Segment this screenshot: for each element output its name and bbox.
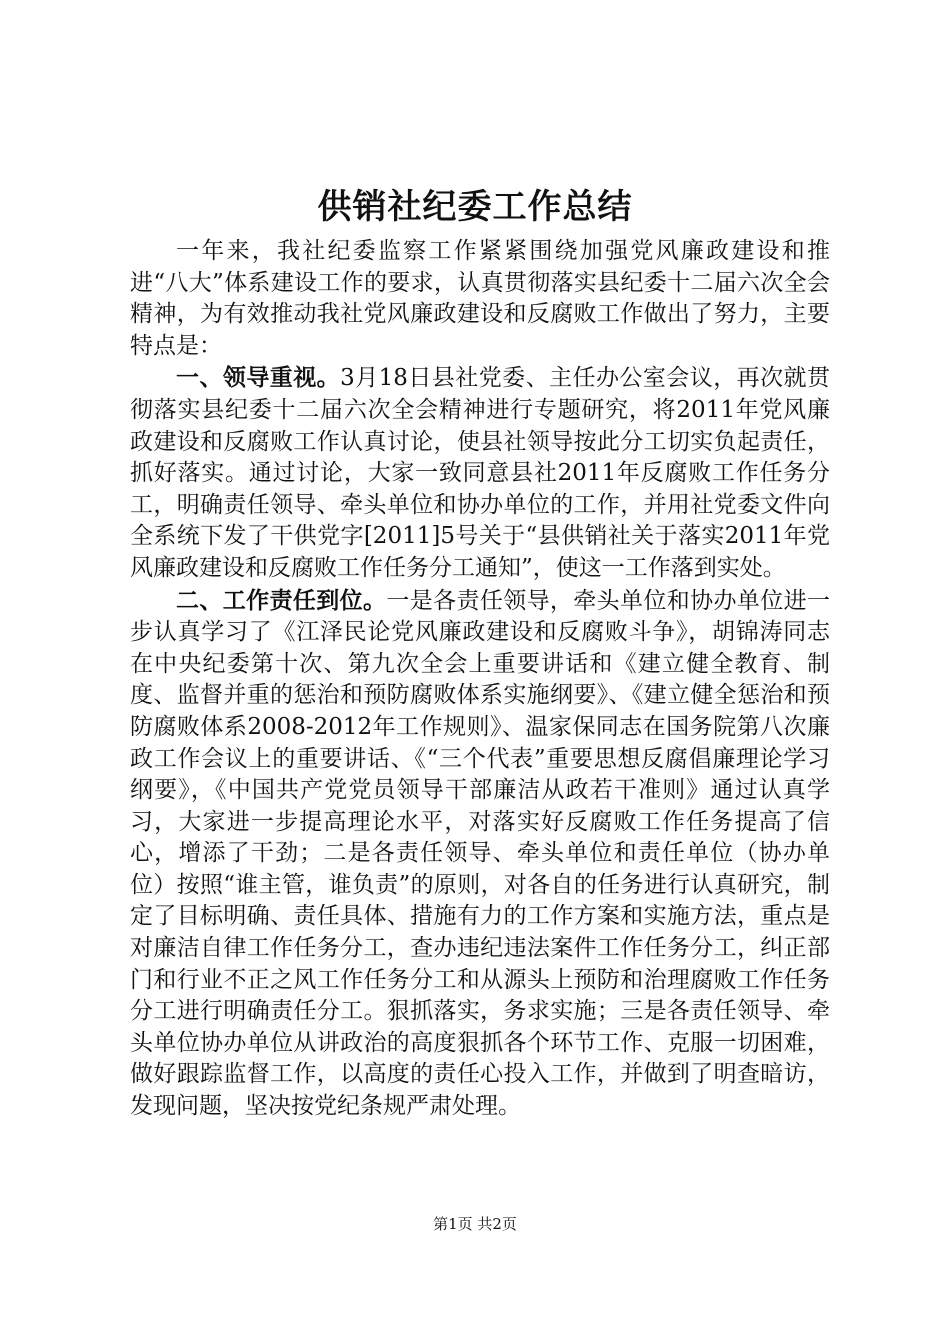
page-number-footer: 第1页 共2页	[433, 1215, 517, 1233]
section-1-text: 3月18日县社党委、主任办公室会议，再次就贯彻落实县纪委十二届六次全会精神进行专题研究，将2011年党风廉政建设和反腐败工作认真讨论，使县社领导按此分工切实负起责任，抓好落实。通过讨论，大家一致同意县社2011年反腐败工作任务分工，明确责任领导、牵头单位和协办单位的工作，并用社党委文件向全系统下发了干供党字[2011]5号关于“县供销社关于落实2011年党风廉政建设和反腐败工作任务分工通知”，使这一工作落到实处。	[130, 365, 830, 581]
section-2-paragraph	[130, 585, 830, 1123]
section-2-heading: 二、工作责任到位。	[176, 586, 387, 614]
section-1-heading: 一、领导重视。	[176, 364, 341, 392]
document-title: 供销社纪委工作总结	[317, 187, 633, 227]
section-1-paragraph	[130, 362, 830, 584]
intro-paragraph: 一年来，我社纪委监察工作紧紧围绕加强党风廉政建设和推进“八大”体系建设工作的要求，认真贯彻落实县纪委十二届六次全会精神，为有效推动我社党风廉政建设和反腐败工作做出了努力，主要特点是：	[130, 238, 830, 359]
section-2-text: 一是各责任领导，牵头单位和协办单位进一步认真学习了《江泽民论党风廉政建设和反腐败斗争》，胡锦涛同志在中央纪委第十次、第九次全会上重要讲话和《建立健全教育、制度、监督并重的惩治和预防腐败体系实施纲要》、《建立健全惩治和预防腐败体系2008-2012年工作规则》、温家保同志在国务院第八次廉政工作会议上的重要讲话、《“三个代表”重要思想反腐倡廉理论学习纲要》，《中国共产党党员领导干部廉洁从政若干准则》通过认真学习，大家进一步提高理论水平，对落实好反腐败工作任务提高了信心，增添了干劲；二是各责任领导、牵头单位和责任单位（协办单位）按照“谁主管，谁负责”的原则，对各自的任务进行认真研究，制定了目标明确、责任具体、措施有力的工作方案和实施方法，重点是对廉洁自律工作任务分工，查办违纪违法案件工作任务分工，纠正部门和行业不正之风工作任务分工和从源头上预防和治理腐败工作任务分工进行明确责任分工。狠抓落实，务求实施；三是各责任领导、牵头单位协办单位从讲政治的高度狠抓各个环节工作、克服一切困难，做好跟踪监督工作，以高度的责任心投入工作，并做到了明查暗访，发现问题，坚决按党纪条规严肃处理。	[130, 587, 831, 1120]
document-body	[130, 236, 830, 1123]
